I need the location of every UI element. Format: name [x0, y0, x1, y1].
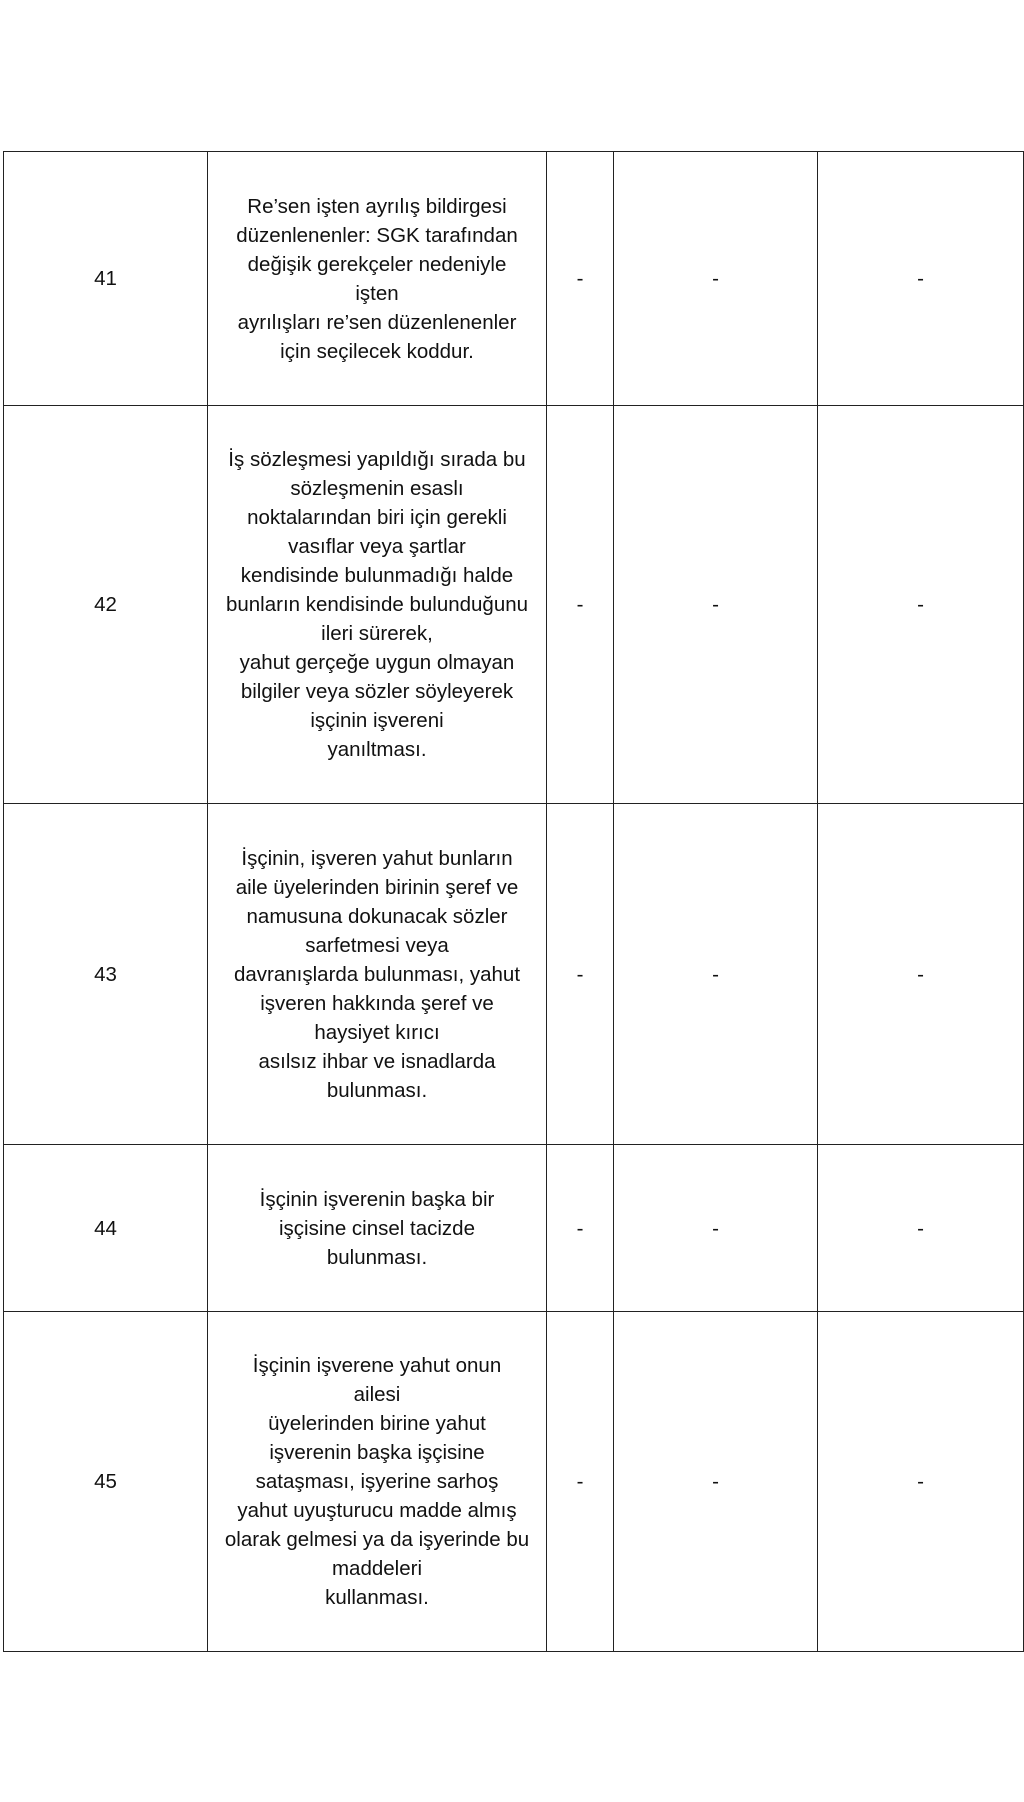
- empty-value-cell: -: [614, 1145, 818, 1312]
- empty-value-cell: -: [614, 152, 818, 406]
- empty-value-cell: -: [547, 152, 614, 406]
- table-row: [4, 406, 1024, 804]
- empty-value-cell: -: [818, 406, 1024, 804]
- table-row: [4, 152, 1024, 406]
- code-cell: 41: [4, 152, 208, 406]
- description-cell: İşçinin işverene yahut onun ailesi üyelerinden birine yahut işverenin başka işçisine sataşması, işyerine sarhoş yahut uyuşturucu madde almış olarak gelmesi ya da işyerinde bu maddeleri kullanması.: [208, 1312, 547, 1652]
- empty-value-cell: -: [547, 1312, 614, 1652]
- code-cell: 43: [4, 804, 208, 1145]
- table-row: [4, 1145, 1024, 1312]
- empty-value-cell: -: [614, 406, 818, 804]
- table-row: [4, 1312, 1024, 1652]
- description-cell: İşçinin, işveren yahut bunların aile üyelerinden birinin şeref ve namusuna dokunacak sözler sarfetmesi veya davranışlarda bulunması, yahut işveren hakkında şeref ve haysiyet kırıcı asılsız ihbar ve isnadlarda bulunması.: [208, 804, 547, 1145]
- termination-codes-table: [3, 151, 1024, 1652]
- empty-value-cell: -: [614, 1312, 818, 1652]
- code-cell: 45: [4, 1312, 208, 1652]
- empty-value-cell: -: [547, 406, 614, 804]
- code-cell: 42: [4, 406, 208, 804]
- description-cell: Re’sen işten ayrılış bildirgesi düzenlenenler: SGK tarafından değişik gerekçeler nedeniyle işten ayrılışları re’sen düzenlenenler için seçilecek koddur.: [208, 152, 547, 406]
- empty-value-cell: -: [614, 804, 818, 1145]
- empty-value-cell: -: [547, 804, 614, 1145]
- table-row: [4, 804, 1024, 1145]
- empty-value-cell: -: [547, 1145, 614, 1312]
- description-cell: İşçinin işverenin başka bir işçisine cinsel tacizde bulunması.: [208, 1145, 547, 1312]
- code-cell: 44: [4, 1145, 208, 1312]
- empty-value-cell: -: [818, 1312, 1024, 1652]
- empty-value-cell: -: [818, 1145, 1024, 1312]
- description-cell: İş sözleşmesi yapıldığı sırada bu sözleşmenin esaslı noktalarından biri için gerekli vasıflar veya şartlar kendisinde bulunmadığı halde bunların kendisinde bulunduğunu ileri sürerek, yahut gerçeğe uygun olmayan bilgiler veya sözler söyleyerek işçinin işvereni yanıltması.: [208, 406, 547, 804]
- empty-value-cell: -: [818, 152, 1024, 406]
- empty-value-cell: -: [818, 804, 1024, 1145]
